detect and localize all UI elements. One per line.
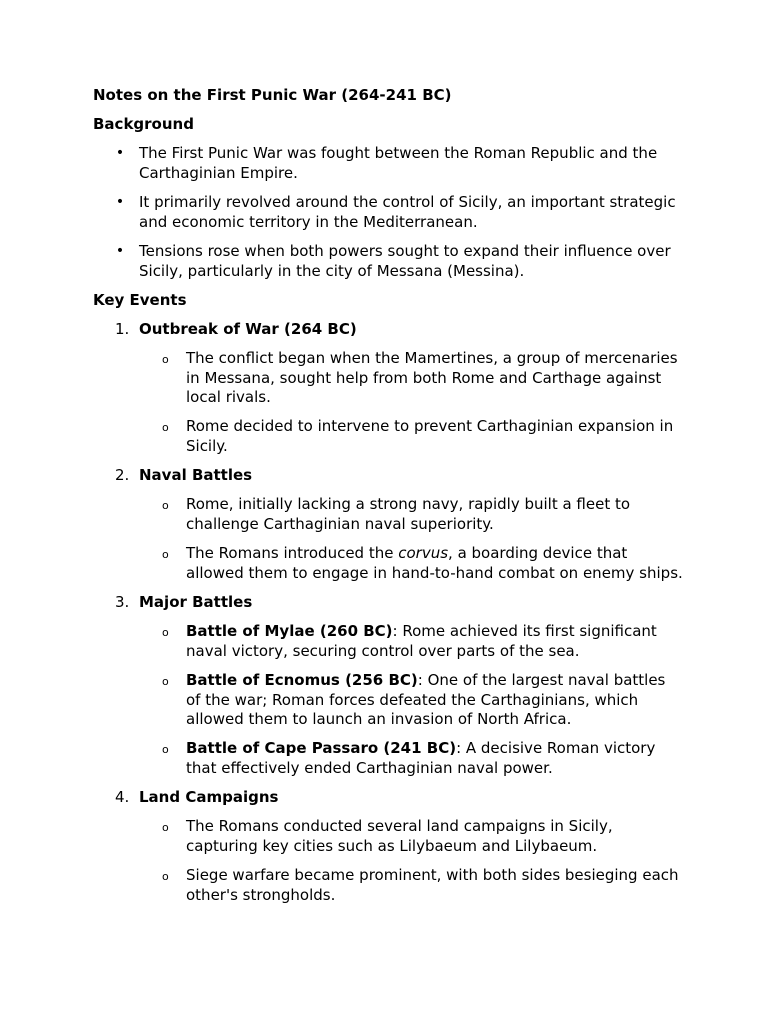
event-item-land-campaigns [93, 788, 683, 905]
event-point-text: The Romans conducted several land campaigns in Sicily, capturing key cities such as Lilybaeum and Lilybaeum. [186, 817, 613, 855]
sub-bullet-marker: o [162, 674, 169, 688]
event-title: Land Campaigns [139, 788, 279, 807]
event-title: Naval Battles [139, 466, 253, 485]
sub-bullet-marker: o [162, 421, 169, 435]
background-bullet [93, 144, 683, 183]
sub-bullet-marker: o [162, 548, 169, 562]
sub-bullet-marker: o [162, 499, 169, 513]
event-points [139, 817, 683, 905]
sub-bullet-marker: o [162, 353, 169, 367]
event-point-text: The conflict began when the Mamertines, a group of mercenaries in Messana, sought help from both Rome and Carthage against local rivals. [186, 349, 678, 407]
sub-bullet-marker: o [162, 743, 169, 757]
battle-point-ecnomus [139, 671, 683, 730]
sub-bullet-marker: o [162, 870, 169, 884]
event-point [139, 817, 683, 856]
document-title: Notes on the First Punic War (264-241 BC) [93, 86, 452, 104]
battle-name: Battle of Cape Passaro (241 BC) [186, 739, 457, 758]
event-item-outbreak [93, 320, 683, 457]
battle-name: Battle of Ecnomus (256 BC) [186, 670, 418, 689]
event-item-naval-battles [93, 466, 683, 583]
battle-point-mylae [139, 622, 683, 661]
battle-name: Battle of Mylae (260 BC) [186, 622, 393, 641]
battle-description: : One of the largest naval battles of the war; Roman forces defeated the Carthaginians, which allowed them to launch an invasion of North Africa. [186, 670, 666, 729]
battle-description: : Rome achieved its first significant naval victory, securing control over parts of the sea. [186, 622, 657, 660]
event-number: 3. [115, 593, 130, 611]
section-heading-key-events: Key Events [93, 290, 187, 309]
battle-point-cape-passaro [139, 739, 683, 778]
background-bullet-text: Tensions rose when both powers sought to expand their influence over Sicily, particularly in the city of Messana (Messina). [139, 241, 671, 280]
event-point [139, 349, 683, 408]
event-number: 2. [115, 466, 130, 485]
event-item-major-battles [93, 593, 683, 779]
corvus-text-after: , a boarding device that allowed them to engage in hand-to-hand combat on enemy ships. [186, 544, 683, 582]
corvus-term: corvus [398, 544, 449, 563]
event-point-text: Rome decided to intervene to prevent Carthaginian expansion in Sicily. [186, 417, 674, 456]
sub-bullet-marker: o [162, 821, 169, 835]
event-point [139, 495, 683, 534]
event-points [139, 495, 683, 583]
corvus-text-before: The Romans introduced the [186, 544, 399, 563]
battle-description: : A decisive Roman victory that effectively ended Carthaginian naval power. [186, 739, 656, 777]
event-title: Major Battles [139, 593, 253, 611]
key-events-list [93, 320, 683, 905]
event-point-text: Siege warfare became prominent, with both sides besieging each other's strongholds. [186, 866, 679, 904]
event-point [139, 866, 683, 905]
document-page [93, 86, 683, 915]
bullet-marker: • [115, 194, 125, 211]
background-list [93, 144, 683, 281]
sub-bullet-marker: o [162, 626, 169, 640]
bullet-marker: • [115, 145, 125, 162]
section-heading-background: Background [93, 115, 194, 134]
bullet-marker: • [115, 242, 125, 259]
event-point-text: Rome, initially lacking a strong navy, rapidly built a fleet to challenge Carthaginian naval superiority. [186, 495, 631, 534]
background-bullet-text: The First Punic War was fought between the Roman Republic and the Carthaginian Empire. [139, 144, 658, 182]
background-bullet [93, 193, 683, 232]
event-number: 4. [115, 788, 130, 807]
event-number: 1. [115, 319, 130, 338]
background-bullet-text: It primarily revolved around the control of Sicily, an important strategic and economic territory in the Mediterranean. [139, 193, 676, 231]
event-title: Outbreak of War (264 BC) [139, 319, 357, 338]
event-point [139, 544, 683, 583]
event-points [139, 349, 683, 457]
battle-points [139, 622, 683, 778]
event-point [139, 417, 683, 456]
background-bullet [93, 242, 683, 281]
